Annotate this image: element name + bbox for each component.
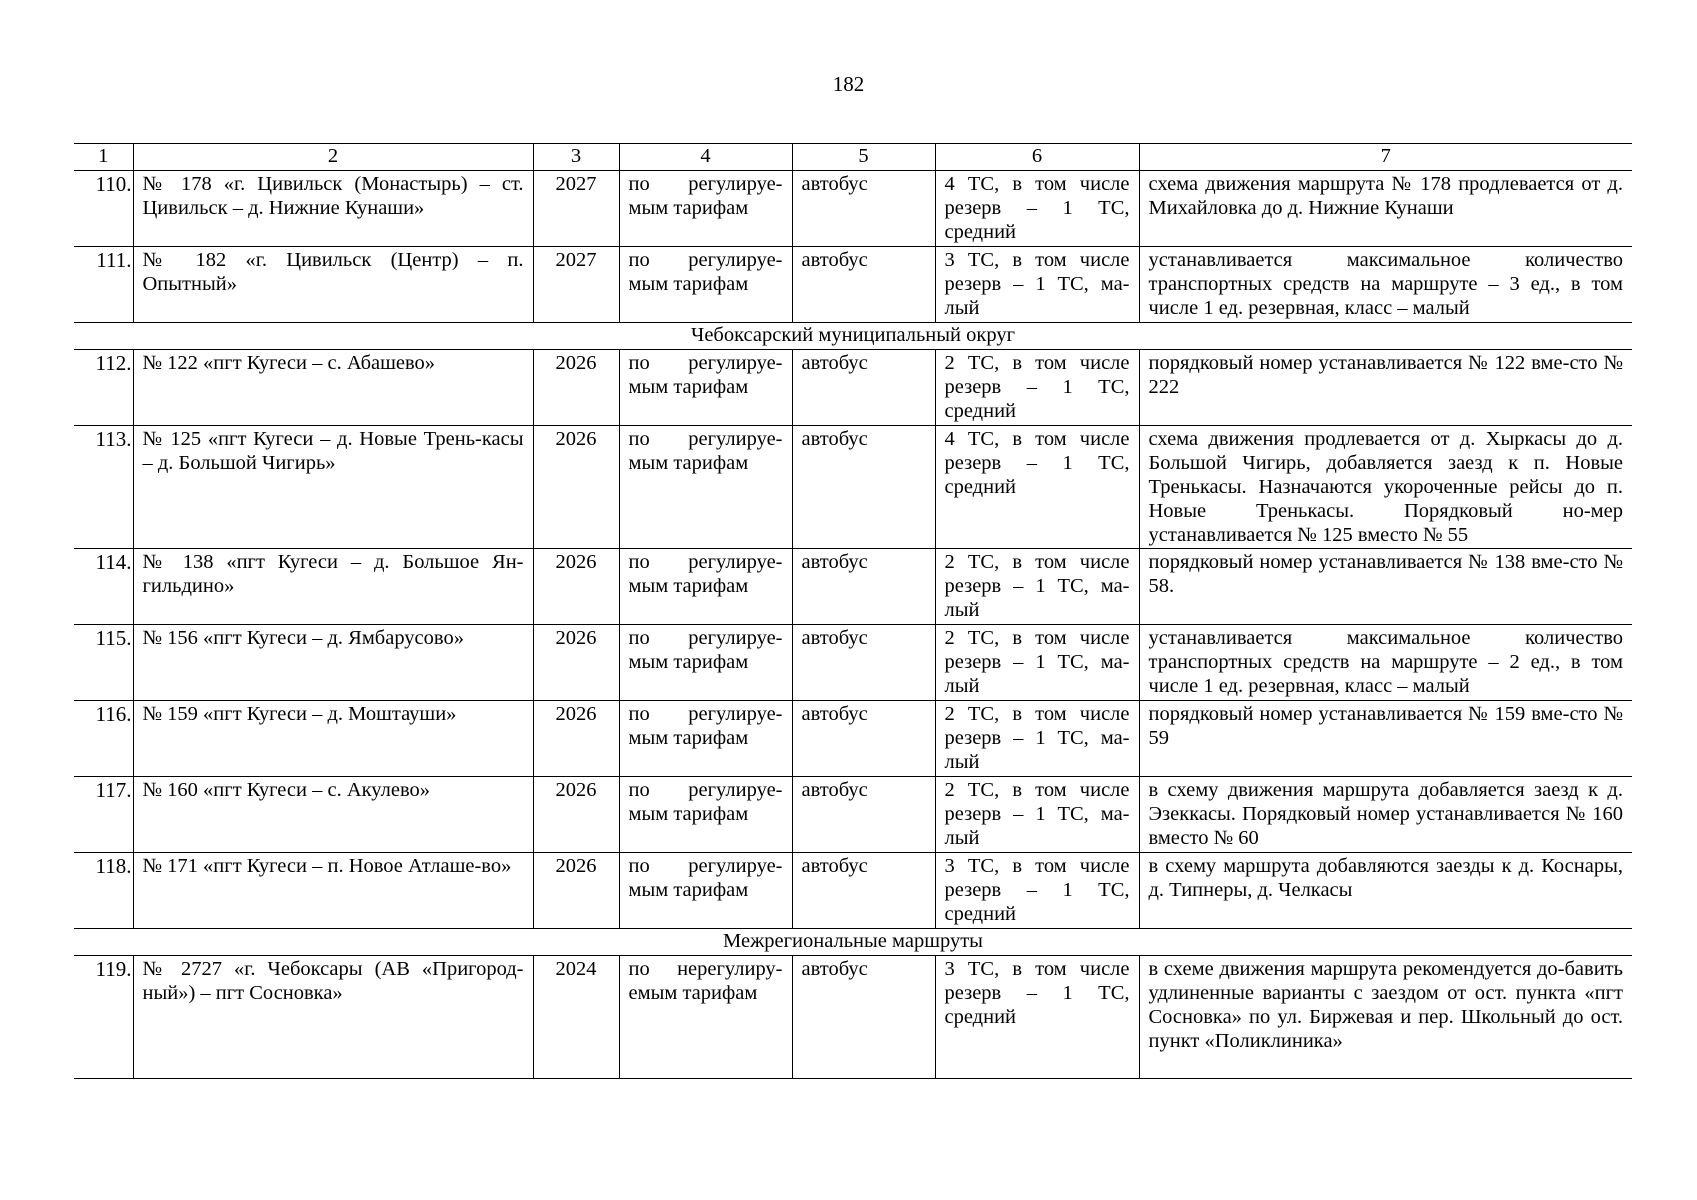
route-capacity: 4 ТС, в том числе резерв – 1 ТС, средний [935, 171, 1139, 247]
section-row [74, 323, 1632, 350]
route-year: 2024 [533, 956, 619, 1079]
route-note: в схему движения маршрута добавляется заезд к д. Эзеккасы. Порядковый номер устанавливается № 160 вместо № 60 [1139, 777, 1632, 853]
section-row [74, 929, 1632, 956]
route-name: № 178 «г. Цивильск (Монастырь) – ст. Цивильск – д. Нижние Кунаши» [133, 171, 533, 247]
route-tariff: по регулируе-мым тарифам [619, 549, 792, 625]
route-year: 2026 [533, 350, 619, 426]
section-title: Чебоксарский муниципальный округ [74, 323, 1632, 350]
route-note: в схему маршрута добавляются заезды к д. Коснары, д. Типнеры, д. Челкасы [1139, 853, 1632, 929]
row-number: 115. [74, 625, 133, 701]
table-row [74, 350, 1632, 426]
route-note: порядковый номер устанавливается № 138 вме-сто № 58. [1139, 549, 1632, 625]
row-number: 119. [74, 956, 133, 1079]
route-tariff: по регулируе-мым тарифам [619, 777, 792, 853]
table-row [74, 853, 1632, 929]
route-capacity: 2 ТС, в том числе резерв – 1 ТС, ма-лый [935, 625, 1139, 701]
route-tariff: по регулируе-мым тарифам [619, 625, 792, 701]
route-name: № 182 «г. Цивильск (Центр) – п. Опытный» [133, 247, 533, 323]
column-header: 5 [792, 144, 935, 171]
route-vehicle: автобус [792, 956, 935, 1079]
route-tariff: по регулируе-мым тарифам [619, 247, 792, 323]
route-tariff: по регулируе-мым тарифам [619, 853, 792, 929]
route-year: 2026 [533, 426, 619, 549]
route-year: 2027 [533, 171, 619, 247]
column-header: 2 [133, 144, 533, 171]
route-vehicle: автобус [792, 171, 935, 247]
route-vehicle: автобус [792, 350, 935, 426]
route-name: № 122 «пгт Кугеси – с. Абашево» [133, 350, 533, 426]
route-year: 2026 [533, 853, 619, 929]
route-name: № 171 «пгт Кугеси – п. Новое Атлаше-во» [133, 853, 533, 929]
row-number: 110. [74, 171, 133, 247]
table-row [74, 701, 1632, 777]
column-header: 4 [619, 144, 792, 171]
table-row [74, 625, 1632, 701]
route-tariff: по регулируе-мым тарифам [619, 426, 792, 549]
row-number: 118. [74, 853, 133, 929]
route-vehicle: автобус [792, 777, 935, 853]
row-number: 113. [74, 426, 133, 549]
column-header: 3 [533, 144, 619, 171]
table-row [74, 549, 1632, 625]
route-tariff: по нерегулиру-емым тарифам [619, 956, 792, 1079]
route-vehicle: автобус [792, 426, 935, 549]
page-number: 182 [832, 72, 865, 96]
route-capacity: 3 ТС, в том числе резерв – 1 ТС, средний [935, 956, 1139, 1079]
route-note: устанавливается максимальное количество транспортных средств на маршруте – 2 ед., в том числе 1 ед. резервная, класс – малый [1139, 625, 1632, 701]
table-row [74, 777, 1632, 853]
route-vehicle: автобус [792, 625, 935, 701]
route-year: 2026 [533, 777, 619, 853]
route-capacity: 2 ТС, в том числе резерв – 1 ТС, ма-лый [935, 777, 1139, 853]
route-year: 2027 [533, 247, 619, 323]
column-header: 7 [1139, 144, 1632, 171]
column-header: 6 [935, 144, 1139, 171]
route-vehicle: автобус [792, 247, 935, 323]
route-name: № 2727 «г. Чебоксары (АВ «Пригород-ный») – пгт Сосновка» [133, 956, 533, 1079]
route-capacity: 2 ТС, в том числе резерв – 1 ТС, ма-лый [935, 701, 1139, 777]
column-header: 1 [74, 144, 133, 171]
route-note: порядковый номер устанавливается № 122 вме-сто № 222 [1139, 350, 1632, 426]
section-title: Межрегиональные маршруты [74, 929, 1632, 956]
route-name: № 159 «пгт Кугеси – д. Моштауши» [133, 701, 533, 777]
row-number: 116. [74, 701, 133, 777]
route-vehicle: автобус [792, 549, 935, 625]
route-capacity: 4 ТС, в том числе резерв – 1 ТС, средний [935, 426, 1139, 549]
table-row [74, 247, 1632, 323]
route-vehicle: автобус [792, 701, 935, 777]
table-header-row [74, 144, 1632, 171]
table-row [74, 426, 1632, 549]
route-tariff: по регулируе-мым тарифам [619, 701, 792, 777]
route-name: № 156 «пгт Кугеси – д. Ямбарусово» [133, 625, 533, 701]
route-name: № 125 «пгт Кугеси – д. Новые Трень-касы – д. Большой Чигирь» [133, 426, 533, 549]
route-note: устанавливается максимальное количество транспортных средств на маршруте – 3 ед., в том числе 1 ед. резервная, класс – малый [1139, 247, 1632, 323]
route-capacity: 2 ТС, в том числе резерв – 1 ТС, ма-лый [935, 549, 1139, 625]
table-row [74, 956, 1632, 1079]
route-vehicle: автобус [792, 853, 935, 929]
row-number: 112. [74, 350, 133, 426]
route-note: схема движения продлевается от д. Хыркасы до д. Большой Чигирь, добавляется заезд к п. Новые Тренькасы. Назначаются укороченные рейсы до п. Новые Тренькасы. Порядковый но-мер устанавливается № 125 вместо № 55 [1139, 426, 1632, 549]
row-number: 117. [74, 777, 133, 853]
route-year: 2026 [533, 625, 619, 701]
route-note: схема движения маршрута № 178 продлевается от д. Михайловка до д. Нижние Кунаши [1139, 171, 1632, 247]
route-name: № 138 «пгт Кугеси – д. Большое Ян-гильдино» [133, 549, 533, 625]
table-row [74, 171, 1632, 247]
row-number: 111. [74, 247, 133, 323]
row-number: 114. [74, 549, 133, 625]
route-capacity: 3 ТС, в том числе резерв – 1 ТС, средний [935, 853, 1139, 929]
route-capacity: 2 ТС, в том числе резерв – 1 ТС, средний [935, 350, 1139, 426]
routes-table [74, 143, 1632, 1079]
route-year: 2026 [533, 701, 619, 777]
route-name: № 160 «пгт Кугеси – с. Акулево» [133, 777, 533, 853]
route-tariff: по регулируе-мым тарифам [619, 171, 792, 247]
route-note: в схеме движения маршрута рекомендуется до-бавить удлиненные варианты с заездом от ост. пункта «пгт Сосновка» по ул. Биржевая и пер. Школьный до ост. пункт «Поликлиника» [1139, 956, 1632, 1079]
route-year: 2026 [533, 549, 619, 625]
route-tariff: по регулируе-мым тарифам [619, 350, 792, 426]
route-note: порядковый номер устанавливается № 159 вме-сто № 59 [1139, 701, 1632, 777]
route-capacity: 3 ТС, в том числе резерв – 1 ТС, ма-лый [935, 247, 1139, 323]
